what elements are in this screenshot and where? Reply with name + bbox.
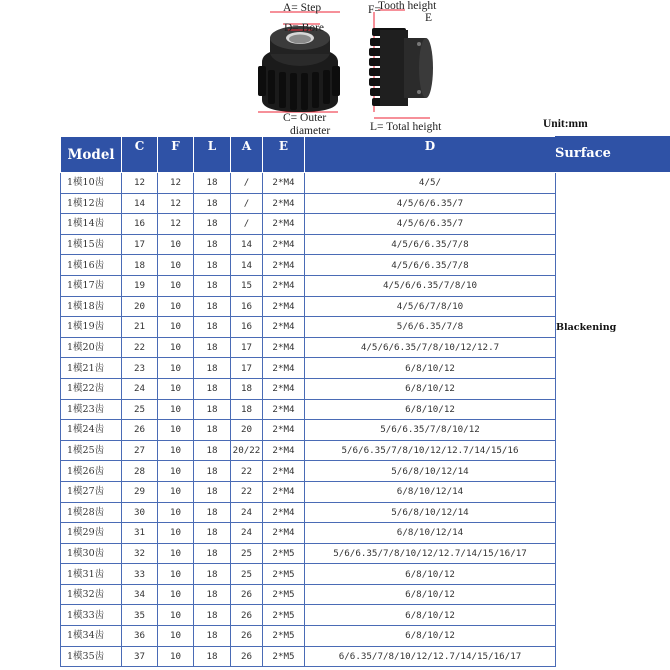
cell-e: 2*M4: [263, 337, 305, 358]
table-row: [61, 605, 556, 626]
table-row: [61, 420, 556, 441]
cell-l: 18: [194, 296, 231, 317]
table-row: [61, 481, 556, 502]
cell-l: 18: [194, 173, 231, 194]
table-row: [61, 378, 556, 399]
cell-e: 2*M4: [263, 275, 305, 296]
cell-model: 1模30齿: [61, 543, 122, 564]
table-row: [61, 317, 556, 338]
cell-a: /: [231, 173, 263, 194]
cell-f: 12: [158, 193, 194, 214]
cell-c: 19: [122, 275, 158, 296]
cell-e: 2*M4: [263, 255, 305, 276]
cell-d: 5/6/6.35/7/8/10/12/12.7/14/15/16/17: [305, 543, 556, 564]
cell-d: 5/6/8/10/12/14: [305, 461, 556, 482]
table-row: [61, 564, 556, 585]
cell-model: 1模20齿: [61, 337, 122, 358]
cell-d: 5/6/6.35/7/8/10/12: [305, 420, 556, 441]
cell-c: 17: [122, 234, 158, 255]
cell-e: 2*M5: [263, 584, 305, 605]
cell-f: 10: [158, 564, 194, 585]
cell-e: 2*M4: [263, 440, 305, 461]
cell-c: 29: [122, 481, 158, 502]
cell-f: 10: [158, 461, 194, 482]
table-row: [61, 173, 556, 194]
table-row: [61, 337, 556, 358]
cell-a: 17: [231, 337, 263, 358]
cell-e: 2*M4: [263, 461, 305, 482]
cell-l: 18: [194, 543, 231, 564]
table-row: [61, 358, 556, 379]
cell-l: 18: [194, 255, 231, 276]
cell-e: 2*M5: [263, 564, 305, 585]
cell-d: 4/5/6/6.35/7: [305, 214, 556, 235]
cell-l: 18: [194, 440, 231, 461]
cell-d: 4/5/6/6.35/7/8: [305, 234, 556, 255]
cell-c: 30: [122, 502, 158, 523]
cell-c: 33: [122, 564, 158, 585]
cell-e: 2*M4: [263, 234, 305, 255]
cell-f: 10: [158, 584, 194, 605]
cell-d: 6/8/10/12: [305, 626, 556, 647]
cell-c: 27: [122, 440, 158, 461]
cell-l: 18: [194, 275, 231, 296]
spec-table: [60, 136, 556, 667]
gear-illustration: [0, 0, 670, 136]
cell-f: 10: [158, 255, 194, 276]
table-row: [61, 193, 556, 214]
header-a: A: [231, 137, 263, 173]
header-e: E: [263, 137, 305, 173]
header-surface: Surface: [555, 136, 670, 172]
label-l-total-height: L= Total height: [370, 121, 442, 133]
cell-l: 18: [194, 626, 231, 647]
cell-d: 4/5/6/6.35/7/8/10: [305, 275, 556, 296]
cell-e: 2*M4: [263, 296, 305, 317]
cell-e: 2*M4: [263, 378, 305, 399]
cell-f: 10: [158, 317, 194, 338]
cell-f: 10: [158, 605, 194, 626]
cell-e: 2*M5: [263, 626, 305, 647]
cell-c: 14: [122, 193, 158, 214]
cell-l: 18: [194, 523, 231, 544]
cell-model: 1模35齿: [61, 646, 122, 667]
cell-f: 10: [158, 420, 194, 441]
cell-model: 1模33齿: [61, 605, 122, 626]
label-f: F=: [368, 4, 381, 16]
table-row: [61, 255, 556, 276]
label-d-bore: D= Bore: [284, 22, 325, 34]
cell-f: 10: [158, 234, 194, 255]
gear-photos-icon: [0, 0, 670, 136]
side-gear-icon: [369, 10, 433, 118]
cell-d: 6/8/10/12: [305, 358, 556, 379]
cell-a: 16: [231, 317, 263, 338]
cell-a: 18: [231, 399, 263, 420]
cell-c: 12: [122, 173, 158, 194]
cell-model: 1模15齿: [61, 234, 122, 255]
cell-model: 1模16齿: [61, 255, 122, 276]
cell-l: 18: [194, 399, 231, 420]
cell-a: 25: [231, 543, 263, 564]
cell-a: 26: [231, 584, 263, 605]
cell-l: 18: [194, 234, 231, 255]
table-row: [61, 461, 556, 482]
cell-e: 2*M4: [263, 193, 305, 214]
cell-f: 10: [158, 378, 194, 399]
cell-l: 18: [194, 605, 231, 626]
cell-a: 20/22: [231, 440, 263, 461]
cell-a: 26: [231, 605, 263, 626]
cell-model: 1模19齿: [61, 317, 122, 338]
cell-model: 1模18齿: [61, 296, 122, 317]
cell-d: 6/8/10/12/14: [305, 481, 556, 502]
cell-a: /: [231, 214, 263, 235]
cell-model: 1模25齿: [61, 440, 122, 461]
cell-f: 10: [158, 399, 194, 420]
cell-d: 4/5/6/6.35/7/8/10/12/12.7: [305, 337, 556, 358]
cell-f: 10: [158, 646, 194, 667]
cell-a: 26: [231, 646, 263, 667]
cell-e: 2*M4: [263, 502, 305, 523]
cell-model: 1模29齿: [61, 523, 122, 544]
cell-a: 17: [231, 358, 263, 379]
cell-l: 18: [194, 481, 231, 502]
cell-c: 35: [122, 605, 158, 626]
cell-f: 10: [158, 502, 194, 523]
cell-c: 23: [122, 358, 158, 379]
cell-c: 20: [122, 296, 158, 317]
cell-c: 26: [122, 420, 158, 441]
cell-a: 26: [231, 626, 263, 647]
cell-model: 1模28齿: [61, 502, 122, 523]
cell-l: 18: [194, 502, 231, 523]
cell-f: 12: [158, 214, 194, 235]
cell-l: 18: [194, 214, 231, 235]
cell-l: 18: [194, 358, 231, 379]
cell-d: 4/5/: [305, 173, 556, 194]
cell-l: 18: [194, 193, 231, 214]
cell-f: 10: [158, 626, 194, 647]
cell-model: 1模22齿: [61, 378, 122, 399]
cell-e: 2*M4: [263, 173, 305, 194]
cell-e: 2*M5: [263, 543, 305, 564]
cell-model: 1模27齿: [61, 481, 122, 502]
label-c-outer: C= Outer: [283, 112, 327, 124]
cell-f: 10: [158, 275, 194, 296]
unit-label: Unit:mm: [543, 118, 588, 130]
cell-c: 28: [122, 461, 158, 482]
cell-l: 18: [194, 584, 231, 605]
cell-d: 6/6.35/7/8/10/12/12.7/14/15/16/17: [305, 646, 556, 667]
cell-d: 6/8/10/12: [305, 378, 556, 399]
cell-c: 34: [122, 584, 158, 605]
cell-c: 37: [122, 646, 158, 667]
surface-value: Blackening: [556, 322, 617, 333]
table-row: [61, 275, 556, 296]
cell-e: 2*M5: [263, 646, 305, 667]
cell-d: 6/8/10/12: [305, 564, 556, 585]
cell-d: 5/6/6.35/7/8: [305, 317, 556, 338]
cell-c: 18: [122, 255, 158, 276]
cell-f: 12: [158, 173, 194, 194]
cell-l: 18: [194, 337, 231, 358]
cell-a: 14: [231, 234, 263, 255]
cell-c: 24: [122, 378, 158, 399]
cell-d: 6/8/10/12: [305, 584, 556, 605]
cell-a: 24: [231, 502, 263, 523]
cell-a: 22: [231, 481, 263, 502]
header-c: C: [122, 137, 158, 173]
cell-a: 20: [231, 420, 263, 441]
cell-d: 4/5/6/6.35/7: [305, 193, 556, 214]
table-row: [61, 626, 556, 647]
cell-e: 2*M5: [263, 605, 305, 626]
cell-e: 2*M4: [263, 523, 305, 544]
table-row: [61, 234, 556, 255]
cell-d: 6/8/10/12/14: [305, 523, 556, 544]
cell-model: 1模14齿: [61, 214, 122, 235]
cell-a: 15: [231, 275, 263, 296]
table-row: [61, 543, 556, 564]
cell-model: 1模10齿: [61, 173, 122, 194]
cell-e: 2*M4: [263, 214, 305, 235]
cell-f: 10: [158, 440, 194, 461]
cell-d: 5/6/8/10/12/14: [305, 502, 556, 523]
cell-model: 1模34齿: [61, 626, 122, 647]
cell-e: 2*M4: [263, 420, 305, 441]
cell-d: 6/8/10/12: [305, 399, 556, 420]
cell-model: 1模12齿: [61, 193, 122, 214]
table-row: [61, 584, 556, 605]
cell-d: 4/5/6/6.35/7/8: [305, 255, 556, 276]
cell-model: 1模17齿: [61, 275, 122, 296]
cell-l: 18: [194, 564, 231, 585]
cell-model: 1模31齿: [61, 564, 122, 585]
table-header-row: [61, 137, 556, 173]
cell-f: 10: [158, 543, 194, 564]
cell-l: 18: [194, 646, 231, 667]
cell-e: 2*M4: [263, 481, 305, 502]
cell-a: /: [231, 193, 263, 214]
cell-c: 25: [122, 399, 158, 420]
cell-c: 31: [122, 523, 158, 544]
table-row: [61, 646, 556, 667]
cell-a: 18: [231, 378, 263, 399]
cell-a: 24: [231, 523, 263, 544]
cell-model: 1模24齿: [61, 420, 122, 441]
label-tooth-height: Tooth height: [378, 0, 437, 12]
cell-model: 1模26齿: [61, 461, 122, 482]
cell-f: 10: [158, 337, 194, 358]
label-a-step: A= Step: [283, 2, 322, 14]
cell-e: 2*M4: [263, 317, 305, 338]
cell-l: 18: [194, 317, 231, 338]
cell-d: 4/5/6/7/8/10: [305, 296, 556, 317]
label-e: E: [425, 12, 433, 24]
cell-l: 18: [194, 461, 231, 482]
cell-c: 21: [122, 317, 158, 338]
table-row: [61, 523, 556, 544]
cell-a: 16: [231, 296, 263, 317]
cell-model: 1模21齿: [61, 358, 122, 379]
table-row: [61, 440, 556, 461]
cell-c: 22: [122, 337, 158, 358]
cell-d: 5/6/6.35/7/8/10/12/12.7/14/15/16: [305, 440, 556, 461]
cell-f: 10: [158, 481, 194, 502]
cell-f: 10: [158, 358, 194, 379]
table-row: [61, 214, 556, 235]
cell-f: 10: [158, 296, 194, 317]
cell-c: 32: [122, 543, 158, 564]
header-model: Model: [61, 137, 122, 173]
cell-c: 36: [122, 626, 158, 647]
cell-model: 1模23齿: [61, 399, 122, 420]
cell-model: 1模32齿: [61, 584, 122, 605]
cell-d: 6/8/10/12: [305, 605, 556, 626]
cell-f: 10: [158, 523, 194, 544]
cell-l: 18: [194, 420, 231, 441]
header-f: F: [158, 137, 194, 173]
cell-l: 18: [194, 378, 231, 399]
cell-a: 25: [231, 564, 263, 585]
header-d: D: [305, 137, 556, 173]
table-row: [61, 296, 556, 317]
table-row: [61, 502, 556, 523]
cell-e: 2*M4: [263, 358, 305, 379]
header-l: L: [194, 137, 231, 173]
cell-e: 2*M4: [263, 399, 305, 420]
cell-c: 16: [122, 214, 158, 235]
table-row: [61, 399, 556, 420]
label-c-diameter: diameter: [290, 125, 331, 137]
cell-a: 14: [231, 255, 263, 276]
cell-a: 22: [231, 461, 263, 482]
